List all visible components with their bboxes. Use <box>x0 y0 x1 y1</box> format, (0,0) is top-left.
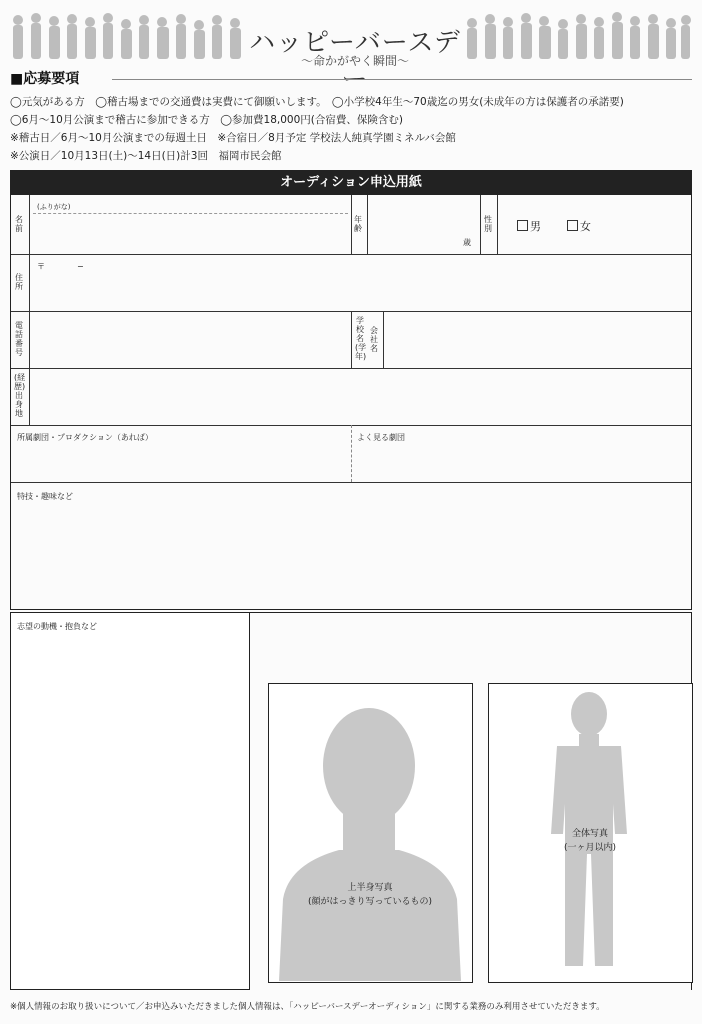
row-divider-5 <box>11 482 691 483</box>
requirements-heading: ■応募要項 <box>10 71 80 87</box>
postal-mark: 〒 − <box>37 262 84 271</box>
page-title: ハッピーバースデー <box>249 28 461 95</box>
age-field[interactable] <box>371 201 476 249</box>
address-field[interactable] <box>33 271 683 307</box>
address-label: 住所 <box>15 273 23 291</box>
furigana-line <box>33 213 348 214</box>
upper-body-photo-box[interactable] <box>268 683 473 983</box>
male-option[interactable] <box>517 218 541 234</box>
page-subtitle: 〜命かがやく瞬間〜 <box>300 54 409 68</box>
skills-label: 特技・趣味など <box>17 492 73 501</box>
female-checkbox[interactable] <box>567 220 578 231</box>
row-divider-1 <box>11 254 691 255</box>
full-body-caption: 全体写真 <box>571 829 608 839</box>
motivation-field[interactable] <box>17 635 241 981</box>
form-title: オーディション申込用紙 <box>11 171 691 195</box>
row-divider-3 <box>11 368 691 369</box>
favorite-troupe-field[interactable] <box>357 445 683 479</box>
school-field[interactable] <box>389 316 684 364</box>
privacy-note: ※個人情報のお取り扱いについて／お申込みいただきました個人情報は、「ハッピーバースデーオーディション」に関する業務のみ利用させていただきます。 <box>10 1002 605 1012</box>
name-field[interactable] <box>33 215 348 251</box>
troupe-label: 所属劇団・プロダクション（あれば） <box>17 433 153 442</box>
troupe-field[interactable] <box>17 445 347 479</box>
upper-body-silhouette-icon <box>269 684 471 981</box>
motivation-label: 志望の動機・抱負など <box>17 622 97 631</box>
troupe-divider <box>351 425 352 482</box>
requirements-divider <box>112 79 692 80</box>
age-divider <box>351 195 352 254</box>
upper-body-caption-note: (顔がはっきり写っているもの) <box>307 897 433 907</box>
requirements-line-4: ※公演日／10月13日(土)〜14日(日)計3回 福岡市民会館 <box>10 150 282 162</box>
male-checkbox[interactable] <box>517 220 528 231</box>
furigana-label: (ふりがな) <box>37 203 71 211</box>
requirements-line-1: ◯元気がある方 ◯稽古場までの交通費は実費にて御願いします。 ◯小学校4年生〜70歳迄の男女(未成年の方は保護者の承諾要) <box>10 96 624 108</box>
sex-label-divider <box>497 195 498 254</box>
name-label: 名前 <box>15 215 23 233</box>
school-divider <box>351 311 352 368</box>
crowd-silhouette-left <box>8 10 248 62</box>
male-label: 男 <box>530 220 541 233</box>
favorite-troupe-label: よく見る劇団 <box>357 433 405 442</box>
sex-label: 性別 <box>484 215 492 233</box>
origin-field[interactable] <box>33 373 683 421</box>
application-form <box>10 170 692 610</box>
motivation-box <box>10 612 250 990</box>
sex-divider <box>480 195 481 254</box>
skills-field[interactable] <box>17 505 683 605</box>
school-label: 学校名(学年) <box>355 316 367 361</box>
age-label: 年齢 <box>354 215 362 233</box>
phone-field[interactable] <box>33 316 348 364</box>
requirements-line-2: ◯6月〜10月公演まで稽古に参加できる方 ◯参加費18,000円(合宿費、保険含む) <box>10 114 403 126</box>
requirements-line-3: ※稽古日／6月〜10月公演までの毎週土日 ※合宿日／8月予定 学校法人純真学園ミネルバ会館 <box>10 132 456 144</box>
age-unit: 歳 <box>463 238 471 247</box>
school-label-divider <box>383 311 384 368</box>
age-label-divider <box>367 195 368 254</box>
label-column-divider <box>29 195 30 425</box>
company-label: 会社名 <box>370 326 378 353</box>
phone-label: 電話番号 <box>15 321 23 357</box>
origin-label: (経歴)出身地 <box>14 373 26 418</box>
full-body-photo-box[interactable] <box>488 683 693 983</box>
crowd-silhouette-right <box>462 10 694 62</box>
female-label: 女 <box>580 220 591 233</box>
upper-body-caption: 上半身写真 <box>347 883 393 893</box>
female-option[interactable] <box>567 218 591 234</box>
full-body-caption-note: (一ヶ月以内) <box>563 843 617 853</box>
